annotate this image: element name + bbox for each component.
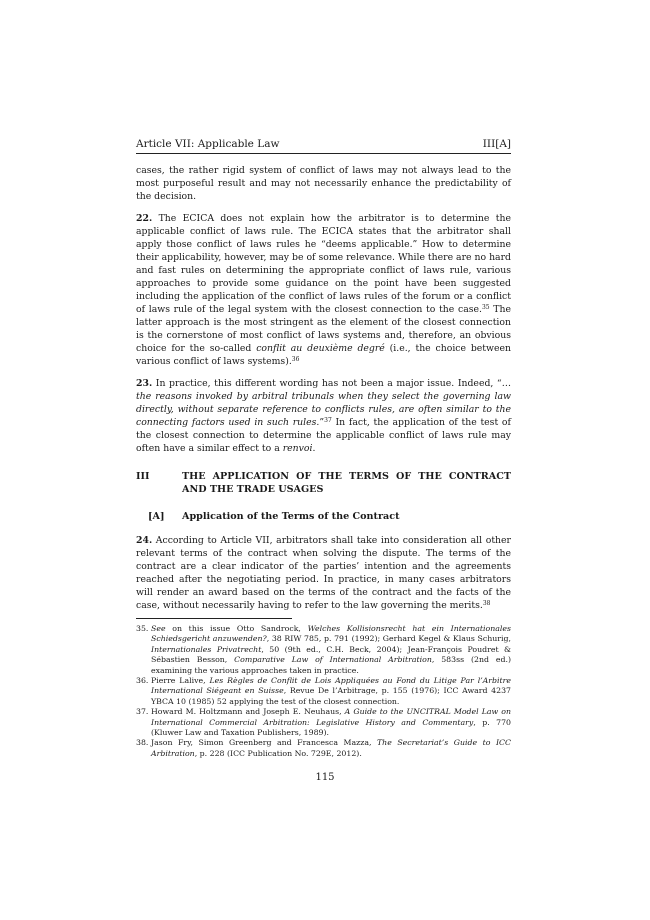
footnote-run: , p. 770 (Kluwer Law and Taxation Publishers, 1989). [151,717,511,738]
paragraph-text: The latter approach is the most stringent as the element of the closest connection is the cornerstone of most conflict of laws systems and, therefore, an obvious choice for the so-called [136,304,511,354]
footnote-text [151,676,511,707]
paragraph-24 [136,534,511,612]
footnote-number: 36. [136,676,149,686]
paragraph-text: In fact, the application of the test of the closest connection to determine the applicable conflict of laws rule may often have a similar effect to a [136,417,511,454]
footnote-text [151,624,511,676]
footnote-run: , 38 RIW 785, p. 791 (1992); Gerhard Kegel & Klaus Schurig, [266,634,511,644]
footnote-run: , 50 (9th ed., C.H. Beck, 2004); Jean-François Poudret & Sébastien Besson, [151,644,511,665]
footnote-run: on this issue Otto Sandrock, [165,624,308,633]
paragraph-continued: cases, the rather rigid system of conflict of laws may not always lead to the most purposeful result and may not necessarily enhance the predictability of the decision. [136,165,511,202]
footnotes [136,624,511,759]
section-heading [136,470,511,496]
footnote-35 [136,624,511,676]
paragraph-text: In practice, this different wording has not been a major issue. Indeed, “ [152,378,502,389]
paragraph-number: 23. [136,378,153,389]
footnote-run: Jason Fry, Simon Greenberg and Francesca Mazza, [151,738,377,748]
footnote-36 [136,676,511,707]
footnote-ref[interactable]: 37 [324,417,332,424]
paragraph-quote: … the reasons invoked by arbitral tribunals when they select the governing law directly, without separate reference to conflicts rules, are often similar to the connecting factors used in such rules. [136,378,511,428]
paragraph-text: The ECICA does not explain how the arbitrator is to determine the applicable conflict of laws rule. The ECICA states that the arbitrator shall apply those conflict of laws rules he “deems applicable.” How to determine their applicability, however, may be of some relevance. While there are no hard and fast rules on determining the appropriate conflict of laws rule, various approaches to provide some guidance on the point have been suggested including the application of the conflict of laws rules of the forum or a conflict of laws rule of the legal system with the closest connection to the case. [136,213,511,315]
footnote-italic: Les Règles de Conflit de Lois Appliquées au Fond du Litige Par l’Arbitre International Siégeant en Suisse [151,676,511,696]
paragraph-text: ” [319,417,325,428]
page-number: 115 [315,772,335,783]
paragraph-italic: renvoi [282,443,313,454]
footnote-divider [136,618,292,619]
footnote-run: Pierre Lalive, [151,676,210,686]
subsection-heading [136,510,511,523]
section-number: III [136,471,150,482]
section-title: THE APPLICATION OF THE TERMS OF THE CONTRACT AND THE TRADE USAGES [182,471,511,495]
paragraph-text: (i.e., the choice between various conflict of laws systems). [136,343,511,367]
subsection-number: [A] [148,511,165,522]
footnote-37 [136,707,511,738]
paragraph-text: According to Article VII, arbitrators shall take into consideration all other relevant terms of the contract when solving the dispute. The terms of the contract are a clear indicator of the parties’ intention and the agreements reached after the negotiating period. In practice, in many cases arbitrators will render an award based on the terms of the contract and the facts of the case, without necessarily having to refer to the law governing the merits. [136,535,511,611]
running-header-section: III[A] [482,138,511,150]
footnote-number: 35. [136,624,149,633]
footnote-italic: The Secretariat’s Guide to ICC Arbitration [151,738,511,758]
paragraph-number: 24. [136,535,153,546]
running-header [136,137,511,154]
paragraph-22 [136,212,511,368]
footnote-ref[interactable]: 38 [482,600,491,607]
footnote-text [151,738,511,759]
footnote-italic: Comparative Law of International Arbitration [234,655,432,665]
footnote-run: , 583ss (2nd ed.) examining the various approaches taken in practice. [151,655,511,675]
footnote-number: 38. [136,738,149,748]
footnote-italic: A Guide to the UNCITRAL Model Law on International Commercial Arbitration: Legislative History and Commentary [151,707,511,727]
footnote-38 [136,738,511,759]
subsection-title: Application of the Terms of the Contract [182,511,400,522]
footnote-text [151,707,511,738]
footnote-ref[interactable]: 36 [291,356,300,363]
footnote-italic: Welches Kollisionsrecht hat ein Internationales Schiedsgericht anzuwenden? [151,624,512,644]
paragraph-text: . [312,443,316,454]
body-text [136,164,511,621]
paragraph-23 [136,377,511,455]
footnote-run: Howard M. Holtzmann and Joseph E. Neuhaus, [151,707,345,717]
footnote-run: , Revue De l’Arbitrage, p. 155 (1976); ICC Award 4237 YBCA 10 (1985) 52 applying the test of the closest connection. [151,686,511,706]
footnote-italic: See [151,624,166,633]
paragraph-number: 22. [136,213,153,224]
footnote-ref[interactable]: 35 [481,304,490,311]
footnote-run: , p. 228 (ICC Publication No. 729E, 2012). [194,748,362,758]
footnote-number: 37. [136,707,149,717]
running-header-title: Article VII: Applicable Law [136,138,280,150]
footnote-italic: Internationales Privatrecht [151,644,262,654]
paragraph-italic: conflit au deuxième degré [256,343,385,354]
